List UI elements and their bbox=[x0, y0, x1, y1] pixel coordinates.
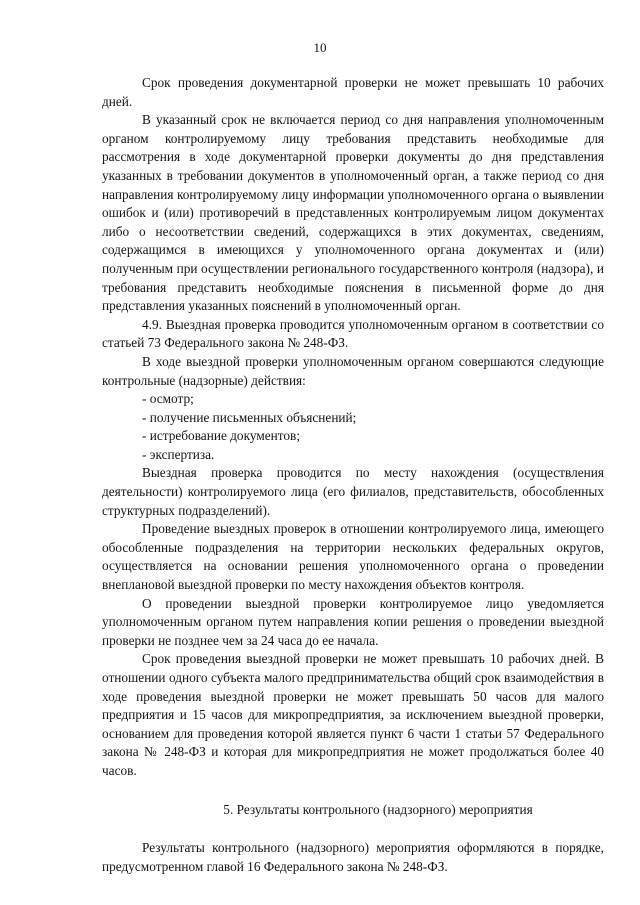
list-item-expertise: - экспертиза. bbox=[142, 446, 215, 462]
paragraph-control-actions-intro: В ходе выездной проверки уполномоченным органом совершаются следующие контрольные (надзорные) действия: bbox=[102, 353, 604, 388]
list-item-document-request: - истребование документов; bbox=[142, 428, 301, 444]
page-number: 10 bbox=[313, 40, 327, 55]
paragraph-notification: О проведении выездной проверки контролируемое лицо уведомляется уполномоченным органом путем направления копии решения о проведении выездной проверки не позднее чем за 24 часа до ее начала. bbox=[102, 595, 604, 648]
list-item-inspection: - осмотр; bbox=[142, 391, 194, 407]
page-content bbox=[102, 74, 604, 876]
paragraph-results-formalization: Результаты контрольного (надзорного) мероприятия оформляются в порядке, предусмотренном главой 16 Федерального закона № 248-ФЗ. bbox=[102, 840, 604, 874]
section-heading-results: 5. Результаты контрольного (надзорного) мероприятия bbox=[223, 801, 533, 817]
paragraph-inspection-location: Выездная проверка проводится по месту нахождения (осуществления деятельности) контролируемого лица (его филиалов, представительств, обособленных структурных подразделений). bbox=[102, 465, 604, 518]
paragraph-4-9-field-inspection: 4.9. Выездная проверка проводится уполномоченным органом в соответствии со статьей 73 Федерального закона № 248-ФЗ. bbox=[102, 316, 604, 351]
paragraph-doc-check-term: Срок проведения документарной проверки не может превышать 10 рабочих дней. bbox=[102, 75, 604, 109]
list-item-written-explanations: - получение письменных объяснений; bbox=[142, 409, 357, 425]
paragraph-separate-divisions: Проведение выездных проверок в отношении контролируемого лица, имеющего обособленные подразделения на территории нескольких федеральных округов, осуществляется на основании решения уполномоченного органа о проведении внеплановой выездной проверки по месту нахождения объектов контроля. bbox=[102, 521, 604, 593]
paragraph-field-check-term: Срок проведения выездной проверки не может превышать 10 рабочих дней. В отношении одного субъекта малого предпринимательства общий срок взаимодействия в ходе проведения выездной проверки не может превышать 50 часов для малого предприятия и 15 часов для микропредприятия, за исключением выездной проверки, основанием для проведения которой является пункт 6 части 1 статьи 57 Федерального закона № 248-ФЗ и которая для микропредприятия не может продолжаться более 40 часов. bbox=[102, 651, 604, 778]
paragraph-excluded-period: В указанный срок не включается период со дня направления уполномоченным органом контролируемому лицу требования представить необходимые для рассмотрения в ходе документарной проверки документы до дня представления указанных в требовании документов в уполномоченный орган, а также период со дня направления контролируемому лицу информации уполномоченного органа о выявлении ошибок и (или) противоречий в представленных контролируемым лицом документах либо о несоответствии сведений, содержащихся в этих документах, сведениям, содержащимся в имеющихся у уполномоченного органа документах и (или) полученным при осуществлении регионального государственного контроля (надзора), и требования представить необходимые пояснения в письменной форме до дня представления указанных пояснений в уполномоченный орган. bbox=[102, 112, 604, 314]
